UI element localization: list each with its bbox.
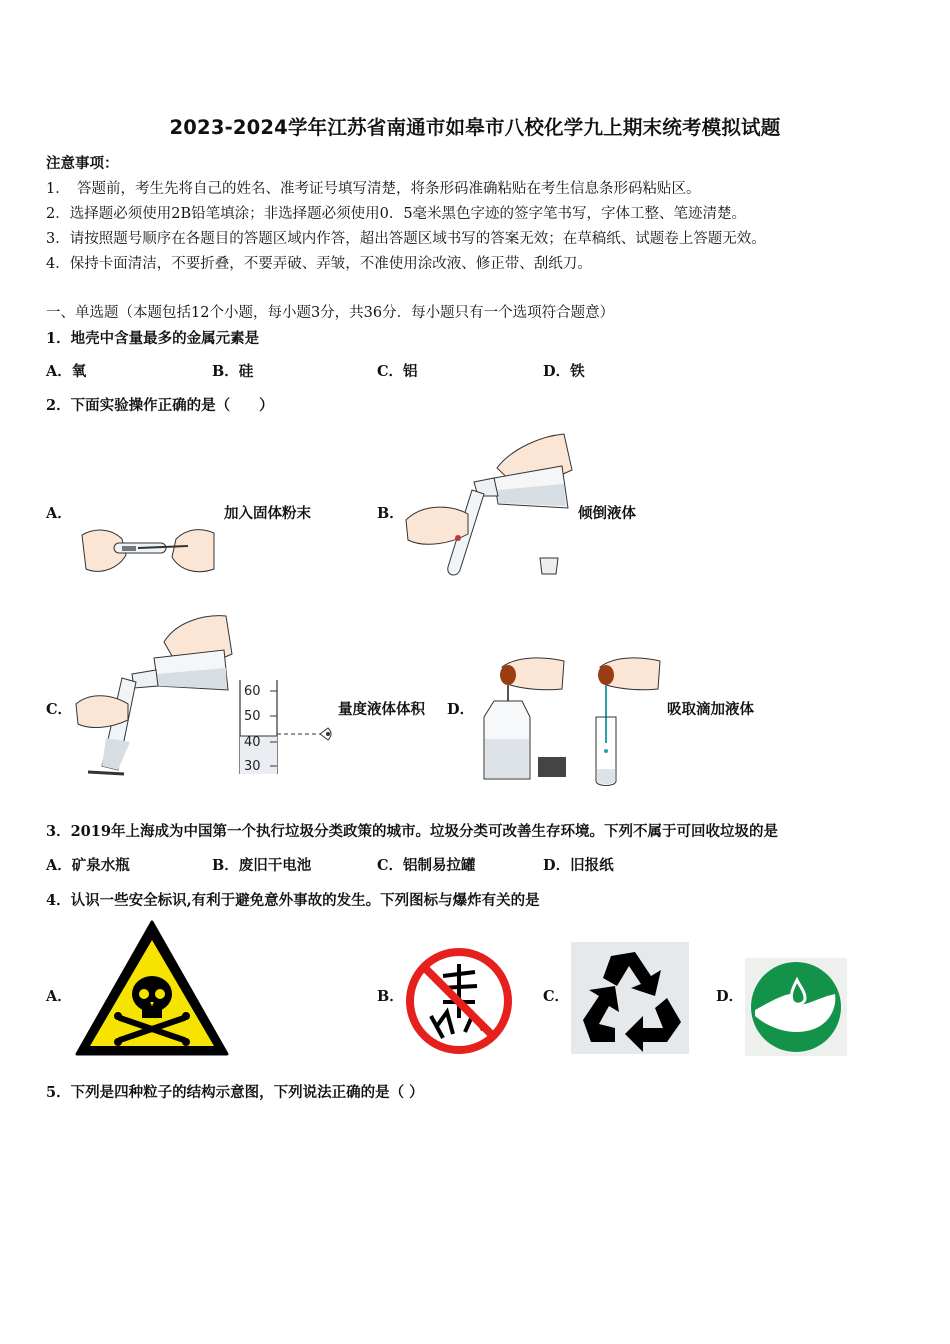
q2-option-b-letter: B．	[377, 505, 404, 522]
q3-option-b: B．废旧干电池	[212, 857, 312, 874]
scale-tick-60: 60	[244, 684, 261, 699]
question-3-stem: 3．2019年上海成为中国第一个执行垃圾分类政策的城市。垃圾分类可改善生存环境。下列不属于可回收垃圾的是	[46, 823, 778, 840]
question-2-stem: 2．下面实验操作正确的是（ ）	[46, 397, 274, 414]
recycling-icon	[571, 942, 689, 1054]
eye-icon	[326, 732, 330, 736]
illustration-dropper	[472, 645, 664, 785]
q1-option-d: D．铁	[543, 363, 585, 380]
q2-option-d-letter: D．	[447, 701, 475, 718]
scale-tick-30: 30	[244, 759, 261, 774]
notice-item: 2．选择题必须使用2B铅笔填涂；非选择题必须使用0．5毫米黑色字迹的签字笔书写，字体工整、笔迹清楚。	[46, 206, 747, 222]
question-5-stem: 5．下列是四种粒子的结构示意图，下列说法正确的是（ ）	[46, 1084, 424, 1101]
q4-option-a: A．	[46, 988, 72, 1005]
q2-option-d-caption: 吸取滴加液体	[667, 701, 754, 718]
question-1-stem: 1．地壳中含量最多的金属元素是	[46, 330, 260, 347]
q2-option-a-caption: 加入固体粉末	[224, 505, 311, 522]
q2-option-b-caption: 倾倒液体	[578, 505, 636, 522]
q1-option-c: C．铝	[377, 363, 418, 380]
scale-tick-50: 50	[244, 709, 261, 724]
question-4-stem: 4．认识一些安全标识,有利于避免意外事故的发生。下列图标与爆炸有关的是	[46, 892, 540, 909]
q2-option-a-letter: A．	[46, 505, 72, 522]
section-heading: 一、单选题（本题包括12个小题，每小题3分，共36分．每小题只有一个选项符合题意）	[46, 305, 615, 321]
q4-option-d: D．	[716, 988, 744, 1005]
q4-option-b: B．	[377, 988, 404, 1005]
q3-option-c: C．铝制易拉罐	[377, 857, 476, 874]
no-fireworks-icon	[403, 946, 515, 1056]
q1-option-a: A．氧	[46, 363, 87, 380]
illustration-measure-volume	[72, 612, 337, 780]
page-title: 2023-2024学年江苏省南通市如皋市八校化学九上期末统考模拟试题	[169, 116, 781, 139]
notice-item: 4．保持卡面清洁，不要折叠，不要弄破、弄皱，不准使用涂改液、修正带、刮纸刀。	[46, 256, 592, 272]
illustration-pour-liquid	[402, 430, 577, 580]
notice-item: 1． 答题前，考生先将自己的姓名、准考证号填写清楚，将条形码准确粘贴在考生信息条形码粘贴区。	[46, 181, 701, 197]
q2-option-c-letter: C．	[46, 701, 73, 718]
water-saving-icon	[745, 958, 847, 1056]
q3-option-d: D．旧报纸	[543, 857, 614, 874]
notice-item: 3．请按照题号顺序在各题目的答题区域内作答，超出答题区域书写的答案无效；在草稿纸、试题卷上答题无效。	[46, 231, 766, 247]
q4-option-c: C．	[543, 988, 570, 1005]
q3-option-a: A．矿泉水瓶	[46, 857, 130, 874]
illustration-add-powder	[78, 525, 218, 580]
q2-option-c-caption: 量度液体体积	[338, 701, 425, 718]
toxic-warning-icon	[74, 918, 230, 1058]
q1-option-b: B．硅	[212, 363, 254, 380]
scale-tick-40: 40	[244, 735, 261, 750]
notice-heading: 注意事项：	[46, 155, 119, 172]
